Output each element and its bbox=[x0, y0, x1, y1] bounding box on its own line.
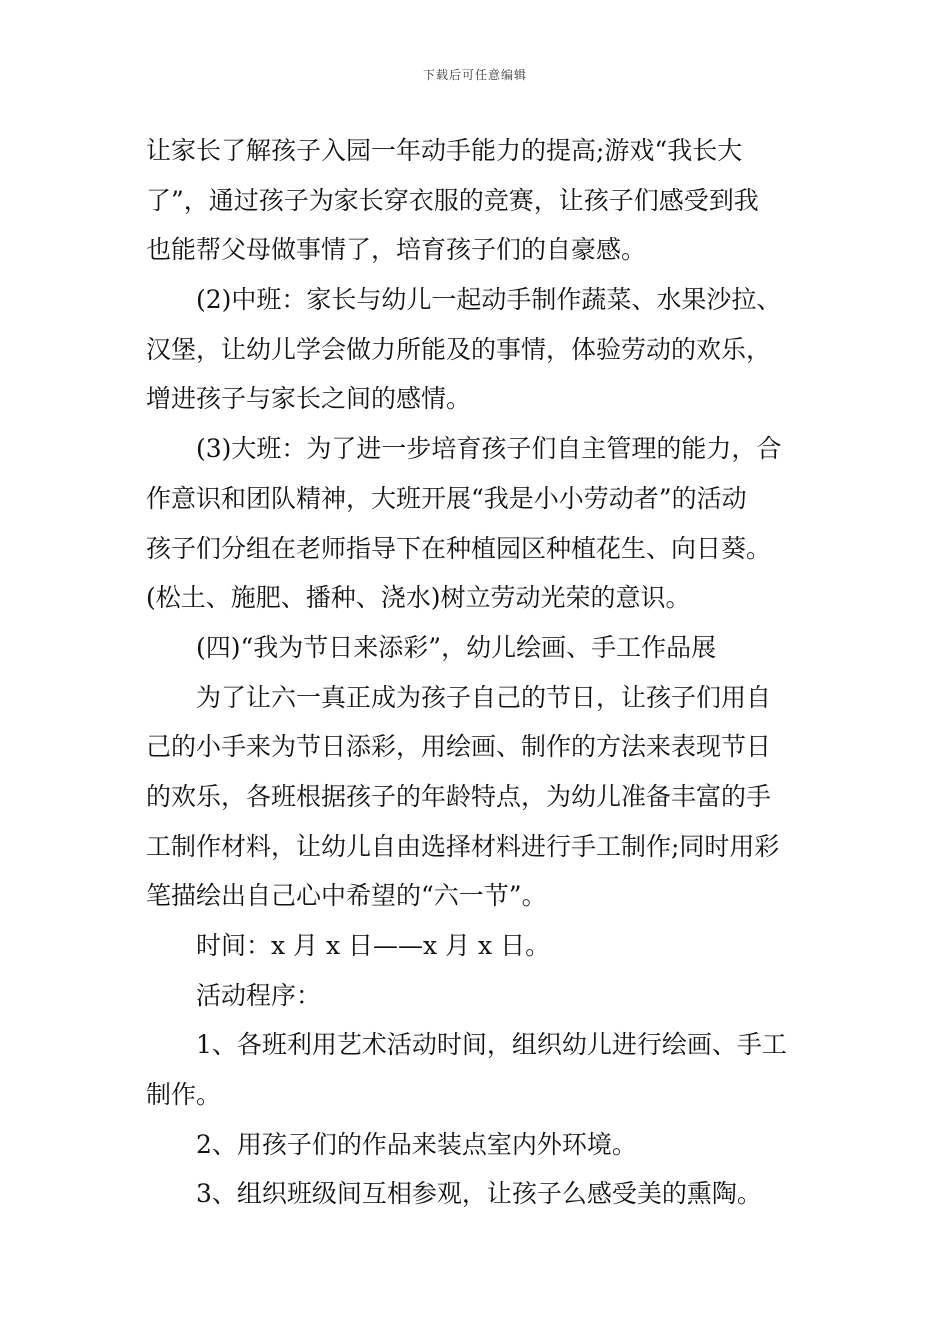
document-body bbox=[146, 126, 806, 1219]
time-line: 时间：x 月 x 日——x 月 x 日。 bbox=[196, 931, 551, 960]
text-line: 让家长了解孩子入园一年动手能力的提高;游戏“我长大 bbox=[146, 136, 743, 165]
paragraph-senior-class: (3)大班：为了进一步培育孩子们自主管理的能力，合 bbox=[196, 434, 782, 464]
paragraph-exhibition: 为了让六一真正成为孩子自己的节日，让孩子们用自 bbox=[196, 682, 772, 712]
text-line: 己的小手来为节日添彩，用绘画、制作的方法来表现节日 bbox=[146, 732, 772, 762]
text-line: 工制作材料，让幼儿自由选择材料进行手工制作;同时用彩 bbox=[146, 831, 780, 861]
section-heading-four: (四)“我为节日来添彩”，幼儿绘画、手工作品展 bbox=[196, 632, 717, 662]
text-line: 的欢乐，各班根据孩子的年龄特点，为幼儿准备丰富的手 bbox=[146, 781, 772, 811]
text-line: 制作。 bbox=[146, 1080, 222, 1110]
procedure-item-1: 1、各班利用艺术活动时间，组织幼儿进行绘画、手工 bbox=[196, 1030, 787, 1060]
procedure-heading: 活动程序： bbox=[196, 980, 322, 1010]
text-line: 笔描绘出自己心中希望的“六一节”。 bbox=[146, 881, 547, 911]
procedure-item-2: 2、用孩子们的作品来装点室内外环境。 bbox=[196, 1129, 637, 1159]
procedure-item-3: 3、组织班级间互相参观，让孩子么感受美的熏陶。 bbox=[196, 1179, 762, 1209]
text-line: (松土、施肥、播种、浇水)树立劳动光荣的意识。 bbox=[146, 583, 691, 613]
page-header: 下载后可任意编辑 bbox=[422, 68, 527, 82]
text-line: 孩子们分组在老师指导下在种植园区种植花生、向日葵。 bbox=[146, 533, 772, 563]
paragraph-middle-class: (2)中班：家长与幼儿一起动手制作蔬菜、水果沙拉、 bbox=[196, 285, 782, 315]
text-line: 了”，通过孩子为家长穿衣服的竞赛，让孩子们感受到我 bbox=[146, 185, 759, 215]
text-line: 汉堡，让幼儿学会做力所能及的事情，体验劳动的欢乐， bbox=[146, 334, 772, 364]
text-line: 也能帮父母做事情了，培育孩子们的自豪感。 bbox=[146, 235, 647, 265]
text-line: 增进孩子与家长之间的感情。 bbox=[146, 384, 472, 414]
text-line: 作意识和团队精神，大班开展“我是小小劳动者”的活动 bbox=[146, 483, 747, 513]
